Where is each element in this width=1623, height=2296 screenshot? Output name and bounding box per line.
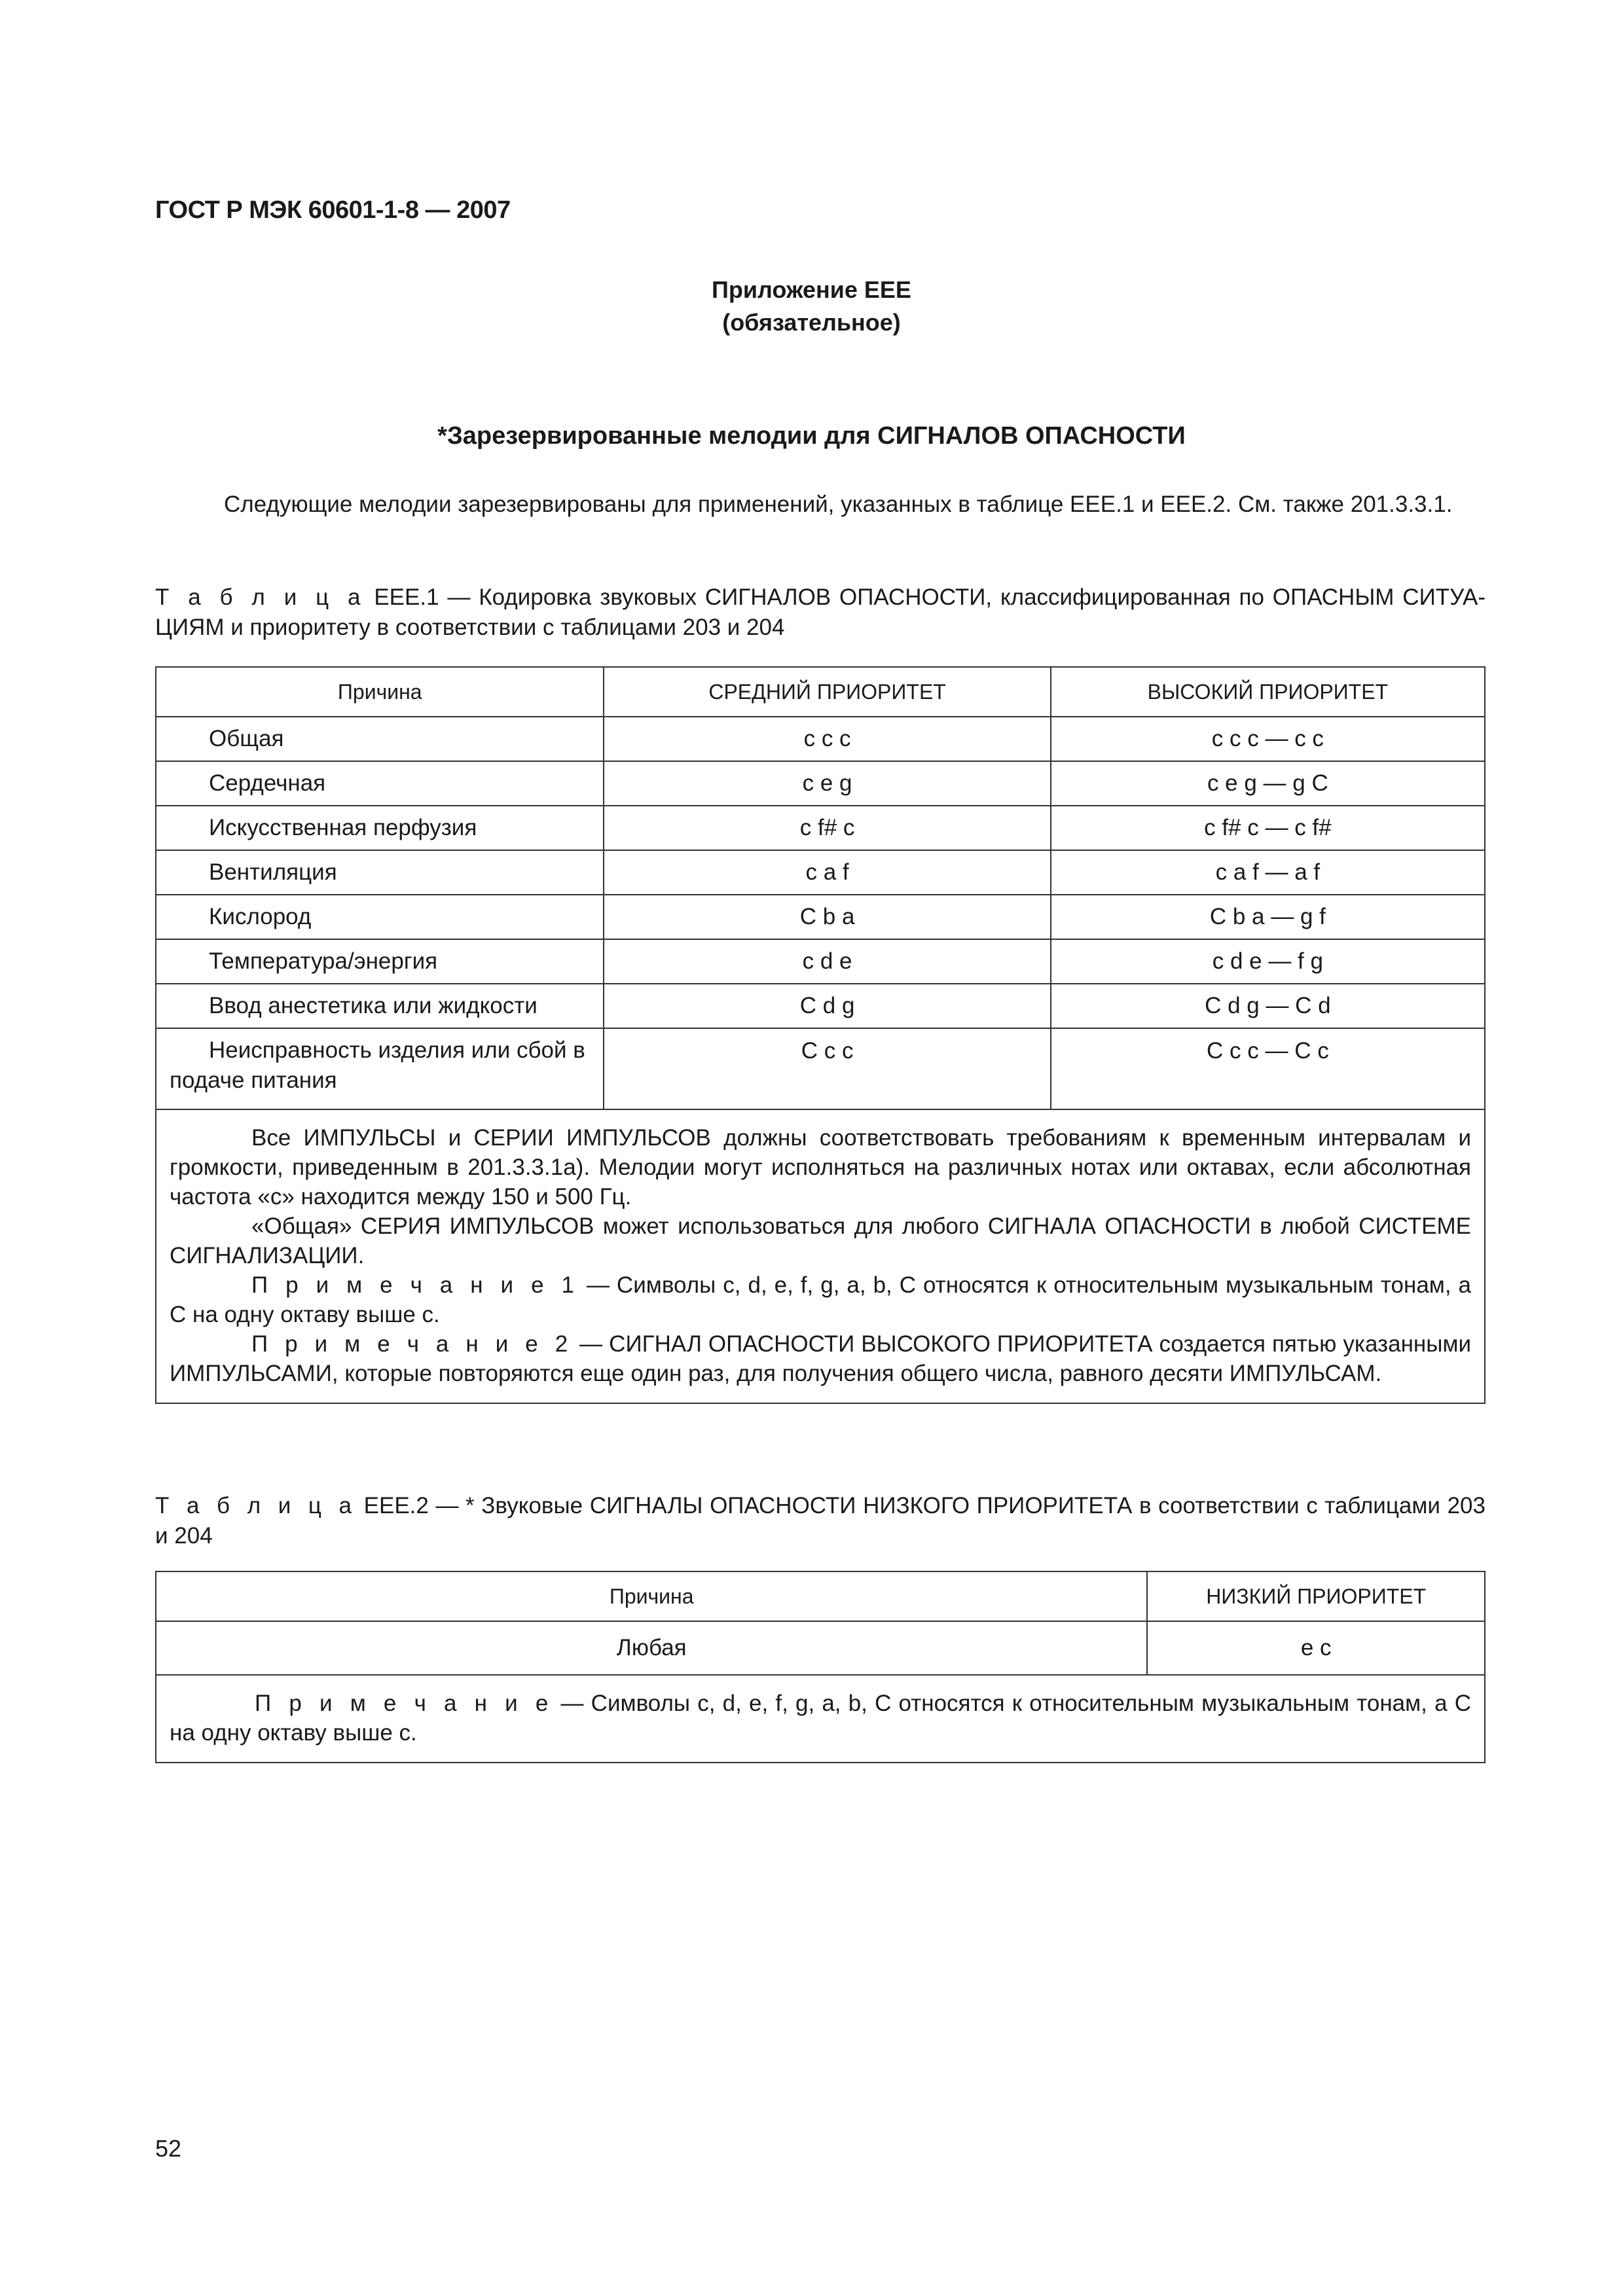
note-paragraph: Все ИМПУЛЬСЫ и СЕРИИ ИМПУЛЬСОВ должны соответствовать требованиям к временным интервалам и громкости, приведенным в 201.3.3.1а). Мелодии могут исполняться на различных нотах или октавах, если абсолютная частота «с» находится между 150 и 500 Гц. — [170, 1125, 1471, 1210]
section-title: *Зарезервированные мелодии для СИГНАЛОВ ОПАСНОСТИ — [437, 422, 1186, 450]
table2-header-row — [156, 1571, 1485, 1621]
row-medium: c c c — [604, 717, 1050, 761]
row-high: C b a — g f — [1051, 895, 1485, 939]
appendix-title: Приложение ЕЕЕ — [712, 276, 911, 303]
table1-notes-row — [156, 1109, 1485, 1403]
appendix-status: (обязательное) — [722, 309, 901, 336]
table-row — [156, 717, 1485, 761]
row-high: C d g — C d — [1051, 984, 1485, 1028]
row-high: c c c — c c — [1051, 717, 1485, 761]
row-medium: c d e — [604, 939, 1050, 984]
intro-paragraph: Следующие мелодии зарезервированы для применений, указанных в таблице ЕЕЕ.1 и ЕЕЕ.2. См. также 201.3.3.1. — [224, 492, 1453, 517]
row-high: c d e — f g — [1051, 939, 1485, 984]
row-medium: c f# c — [604, 806, 1050, 850]
table1-header-cause: Причина — [156, 667, 604, 717]
table2-caption-prefix: Т а б л и ц а — [155, 1493, 357, 1518]
table1-header-medium: СРЕДНИЙ ПРИОРИТЕТ — [604, 667, 1050, 717]
row-cause: Общая — [156, 717, 604, 761]
table-eee1 — [155, 666, 1486, 1404]
row-cause: Ввод анестетика или жидкости — [156, 984, 604, 1028]
row-medium: c e g — [604, 761, 1050, 806]
row-cause: Сердечная — [156, 761, 604, 806]
page-number: 52 — [155, 2135, 182, 2162]
table1-caption — [155, 583, 1486, 643]
table2-caption — [155, 1491, 1486, 1551]
row-cause: Вентиляция — [156, 850, 604, 895]
note — [170, 1689, 1471, 1748]
row-cause: Искусственная перфузия — [156, 806, 604, 850]
table2-header-cause: Причина — [156, 1571, 1147, 1621]
table1-caption-text: ЕЕЕ.1 — Кодировка звуковых СИГНАЛОВ ОПАСНОСТИ, классифицированная по ОПАСНЫМ СИТУА-ЦИЯМ и приоритету в соответствии с таблицами 203 и 204 — [155, 584, 1486, 640]
table1-header-row — [156, 667, 1485, 717]
table-row — [156, 850, 1485, 895]
row-medium: C b a — [604, 895, 1050, 939]
row-high: C c c — C c — [1051, 1028, 1485, 1109]
row-high: c e g — g C — [1051, 761, 1485, 806]
table-row — [156, 1621, 1485, 1675]
row-cause: Кислород — [156, 895, 604, 939]
note-2 — [170, 1329, 1471, 1388]
note-2-label: П р и м е ч а н и е 2 — [251, 1331, 574, 1357]
row-cause: Температура/энергия — [156, 939, 604, 984]
note-1 — [170, 1270, 1471, 1329]
table-row — [156, 806, 1485, 850]
row-high: c a f — a f — [1051, 850, 1485, 895]
table1-caption-prefix: Т а б л и ц а — [155, 584, 366, 610]
table2-notes-row — [156, 1675, 1485, 1763]
note-text: — Символы с, d, e, f, g, a, b, С относятся к относительным музыкальным тонам, а С на одну октаву выше с. — [170, 1691, 1471, 1746]
document-header: ГОСТ Р МЭК 60601-1-8 — 2007 — [155, 196, 511, 224]
table2-header-low: НИЗКИЙ ПРИОРИТЕТ — [1147, 1571, 1485, 1621]
row-medium: C c c — [604, 1028, 1050, 1109]
note-1-label: П р и м е ч а н и е 1 — [251, 1272, 579, 1298]
row-low: e c — [1147, 1621, 1485, 1675]
note-1-text: — Символы с, d, е, f, g, a, b, С относятся к относительным музыкальным тонам, а С на одну октаву выше с. — [170, 1272, 1472, 1327]
row-cause — [156, 1028, 604, 1109]
table-row — [156, 939, 1485, 984]
table2-caption-text: ЕЕЕ.2 — * Звуковые СИГНАЛЫ ОПАСНОСТИ НИЗКОГО ПРИОРИТЕТА в соответствии с таблицами 203 и 204 — [155, 1493, 1486, 1549]
row-medium: C d g — [604, 984, 1050, 1028]
table-row — [156, 1028, 1485, 1109]
row-high: c f# c — c f# — [1051, 806, 1485, 850]
table1-header-high: ВЫСОКИЙ ПРИОРИТЕТ — [1051, 667, 1485, 717]
row-cause: Любая — [156, 1621, 1147, 1675]
row-medium: c a f — [604, 850, 1050, 895]
note-label: П р и м е ч а н и е — [255, 1691, 554, 1716]
note-paragraph: «Общая» СЕРИЯ ИМПУЛЬСОВ может использоваться для любого СИГНАЛА ОПАСНОСТИ в любой СИСТЕМЕ СИГНАЛИЗАЦИИ. — [170, 1213, 1471, 1268]
table-row — [156, 761, 1485, 806]
table1-notes — [156, 1109, 1485, 1403]
table-row — [156, 895, 1485, 939]
table-eee2 — [155, 1571, 1486, 1763]
table2-notes — [156, 1675, 1485, 1763]
note-2-text: — СИГНАЛ ОПАСНОСТИ ВЫСОКОГО ПРИОРИТЕТА создается пятью указанными ИМПУЛЬСАМИ, которые повторяются еще один раз, для получения общего числа, равного десяти ИМПУЛЬСАМ. — [170, 1331, 1471, 1386]
row-cause-text: Неисправность изделия или сбой в подаче питания — [170, 1037, 585, 1093]
table-row — [156, 984, 1485, 1028]
